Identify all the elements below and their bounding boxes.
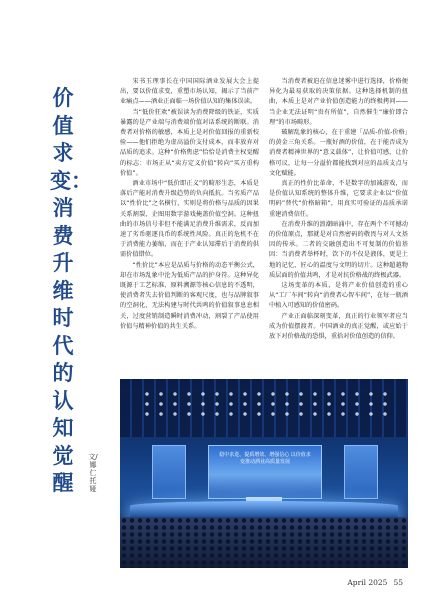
ceiling-lights (140, 389, 388, 419)
issue-date: April 2025 (347, 578, 388, 587)
paragraph: 宋书玉理事长在中国国际酒业发展大会上提出，要以价值求变，重塑市场认知，揭示了当前产业痛点——酒业正面临一场价值认知的集体误读。 (120, 78, 259, 106)
paragraph: 酒业市场中“低价即正义”的畸形生态，本质是落后产能对消费升级趋势的负向抵抗。当劣质产品以“性价比”之名横行，实则是将价格与品质的因果关系割裂，企图用数字游戏掩盖价值空洞。这种扭曲的市场信号非但不能满足消费升维需求，反而加速了劣币驱逐良币的系统性风险。真正的危机不在于消费能力萎缩，而在于产业认知滞后于消费的供需价值错位。 (120, 180, 259, 259)
audience-seating (120, 517, 408, 568)
paragraph: 这场变革的本质，是将产业价值创造的重心从“工厂车间”转向“消费者心智车间”，在每一瓶酒中植入可感知的价值密码。 (269, 282, 408, 310)
paragraph: 在消费升维的浪潮暗涌中，存在两个不可撼动的价值原点，那就是对自然密码的敬畏与对人文基因的传承。二者的交融创造出不可复制的价值基因：当消费者举杯时，饮下的不仅是液体，更是土地的记忆、匠心的温度与文明的切片。这种超越物质层面的价值共鸣，才是对抗价格战的终极武器。 (269, 220, 408, 279)
paragraph: 当“低价狂欢”被误读为消费降级的铁证，实质暴露的是产业端与消费端价值对话系统的断联。消费者对价格的敏感，本质上是对价值回报的重新校验——他们拒绝为虚高溢价支付成本，而非放弃对品质的追求。这种“价格焦虑”恰恰是消费主权觉醒的标志：市场正从“卖方定义价值”转向“买方重构价值”。 (120, 108, 259, 177)
paragraph: 真正的性价比革命，不是数字的加减游戏，而是价值认知系统的整体升维，它要求企业以“价值明码”替代“价格暗箱”，用真实可验证的品质承诺重建消费信任。 (269, 180, 408, 218)
paragraph: 当消费者被迫在信息迷雾中进行选择，价格便异化为最易获取的决策依据。这种选择机制的扭曲，本质上是对产业价值创造能力的终极拷问——当企业无法证明“贵有所值”，自然催生“廉价即合理”的市场畸形。 (269, 78, 408, 126)
stage (130, 501, 398, 517)
right-column (269, 77, 408, 341)
paragraph: 破解乱象的核心，在于重建「品质-价值-价格」的黄金三角关系。一瓶好酒的价值，在于能否成为消费者精神世界的“意义载体”，让价值可感，让价格可议，让每一分溢价都能找到对应的品质支点与文化赋能。 (269, 129, 408, 177)
paragraph: “性价比”本应是品质与价格的动态平衡公式，却在市场乱象中沦为低质产品的护身符。这种异化既源于工艺标准、原料溯源等核心信息的不透明，使消费者失去价值判断的客观尺度，也与品牌叙事的空洞化，无法构建与时代共鸣的价值叙事息息相关，过度营销制造瞬时消费冲动，割裂了产品使用价值与精神价值的共生关系。 (120, 261, 259, 330)
screen-text: 稳中求进、提质增效、增强信心 以价值求变推动酒业高质量发展 (219, 452, 311, 465)
main-stage-screen (208, 445, 322, 499)
byline: 文/娜仁托娅 (88, 453, 98, 493)
side-screen-right (344, 445, 378, 499)
page-footer (347, 578, 403, 587)
side-screen-left (152, 445, 186, 499)
page-number: 55 (393, 578, 403, 587)
left-column (120, 77, 259, 377)
conference-photo (120, 379, 408, 568)
article-title: 价值求变：消费升维时代的认知觉醒 (50, 85, 92, 495)
paragraph: 产业正面临深刻变革，真正的行业领军者应当成为价值摆渡者。中国酒业的真正觉醒，或应始于放下对价格战的恐惧，重拾对价值创造的信仰。 (269, 312, 408, 341)
